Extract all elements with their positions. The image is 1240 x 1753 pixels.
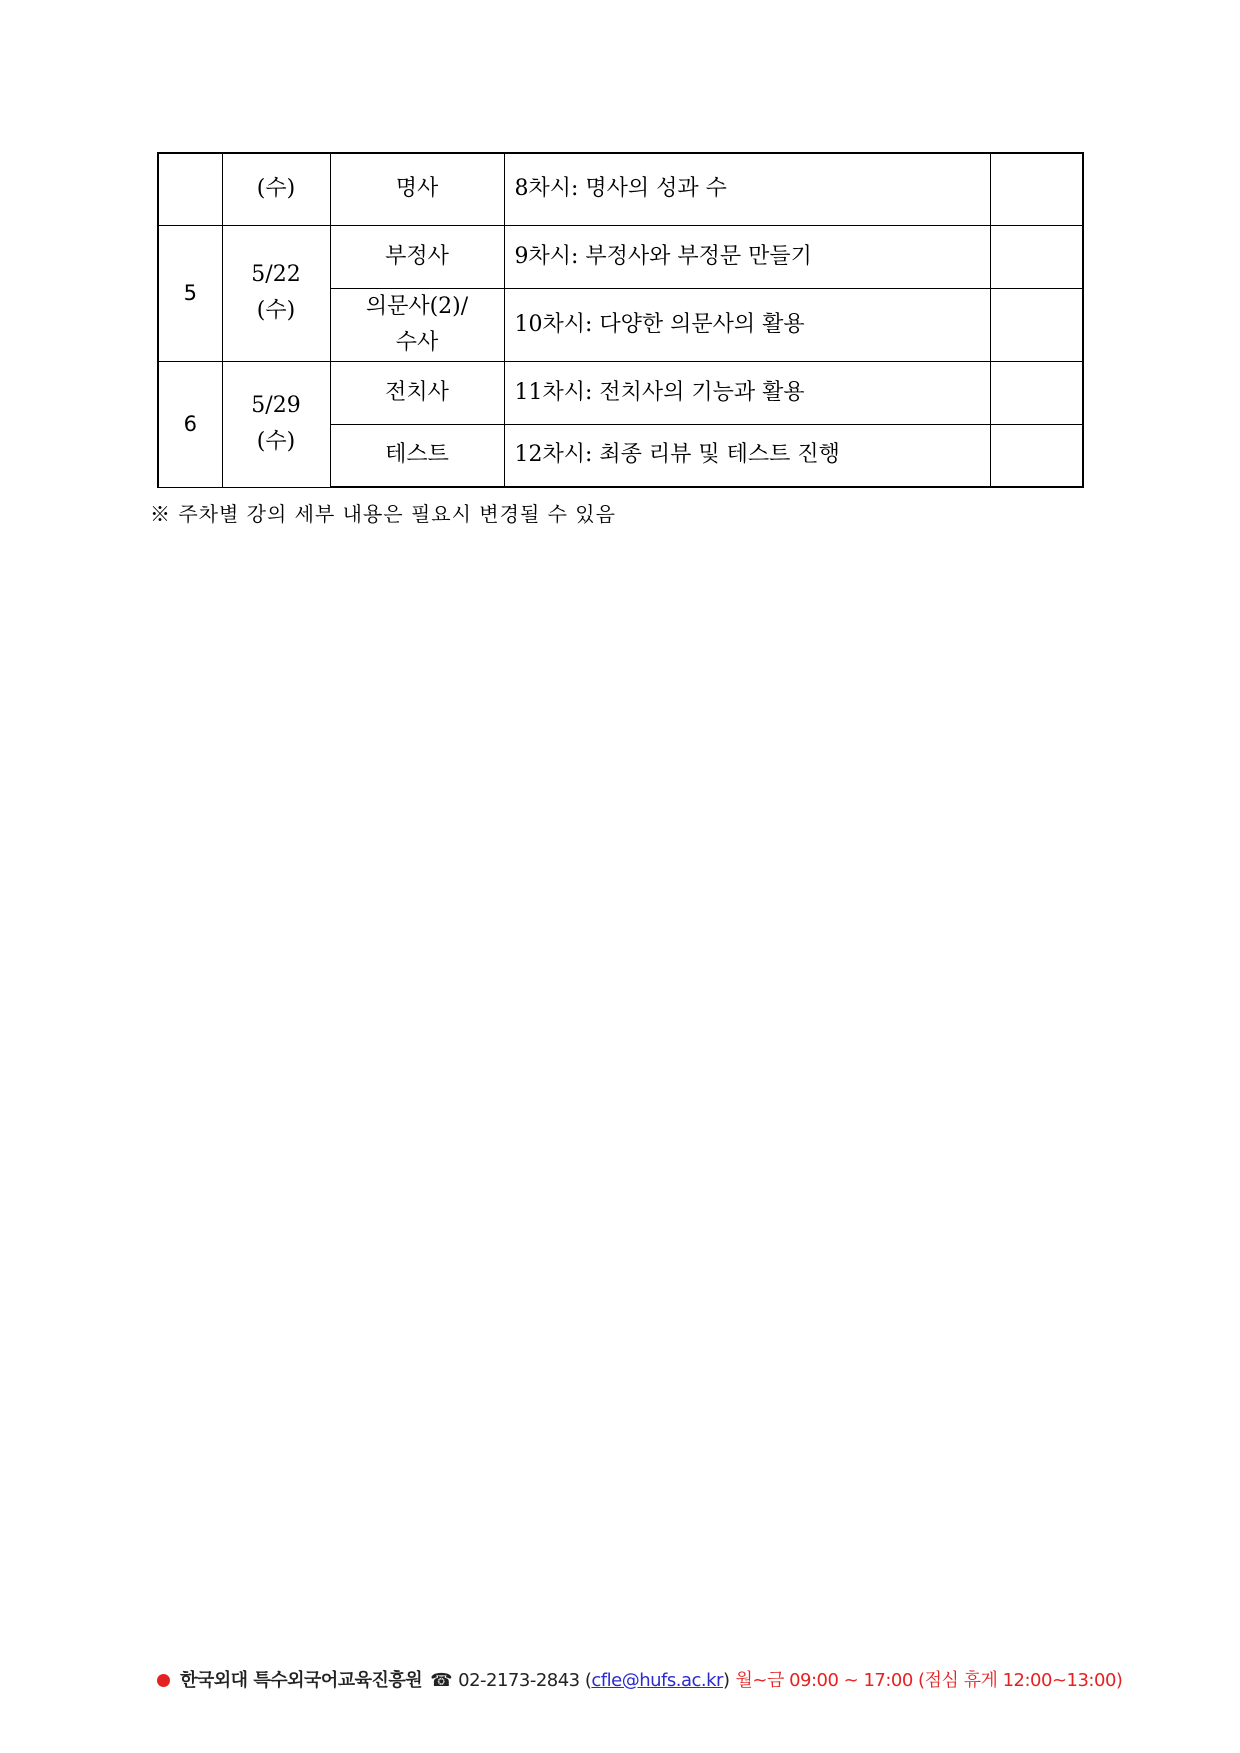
note-cell [990,288,1083,361]
day-line: (수) [256,429,296,454]
date-cell: (수) [222,153,330,225]
table-row [158,361,1083,424]
table-row [158,225,1083,288]
schedule-table [157,152,1084,488]
page-footer [157,1666,1197,1692]
email-wrapper [585,1670,730,1691]
note-cell [990,153,1083,225]
content-cell: 11차시: 전치사의 기능과 활용 [504,361,990,424]
date-cell [222,225,330,361]
email-link[interactable]: cfle@hufs.ac.kr [591,1670,723,1691]
office-hours: 월~금 09:00 ~ 17:00 (점심 휴게 12:00~13:00) [735,1670,1123,1691]
note-cell [990,225,1083,288]
org-name: 한국외대 특수외국어교육진흥원 [180,1670,423,1691]
note-cell [990,361,1083,424]
table-row [158,153,1083,225]
topic-cell [330,288,504,361]
topic-line: 수사 [395,329,439,355]
week-cell [158,153,222,225]
week-cell: 5 [158,225,222,361]
date-line: 5/29 [251,393,301,418]
content-cell: 12차시: 최종 리뷰 및 테스트 진행 [504,424,990,487]
phone-icon: ☎ [430,1670,453,1691]
topic-cell: 테스트 [330,424,504,487]
date-cell [222,361,330,487]
email-open-paren: ( [584,1670,592,1691]
content-cell: 8차시: 명사의 성과 수 [504,153,990,225]
week-cell: 6 [158,361,222,487]
topic-cell: 전치사 [330,361,504,424]
phone-number: 02-2173-2843 [458,1670,580,1691]
topic-cell: 명사 [330,153,504,225]
topic-line: 의문사(2)/ [365,293,469,319]
day-line: (수) [256,298,296,323]
bullet-dot-icon [157,1674,170,1687]
topic-cell: 부정사 [330,225,504,288]
content-cell: 10차시: 다양한 의문사의 활용 [504,288,990,361]
note-cell [990,424,1083,487]
email-close-paren: ) [722,1670,730,1691]
content-cell: 9차시: 부정사와 부정문 만들기 [504,225,990,288]
date-line: 5/22 [251,262,301,287]
footnote: ※ 주차별 강의 세부 내용은 필요시 변경될 수 있음 [150,502,616,526]
